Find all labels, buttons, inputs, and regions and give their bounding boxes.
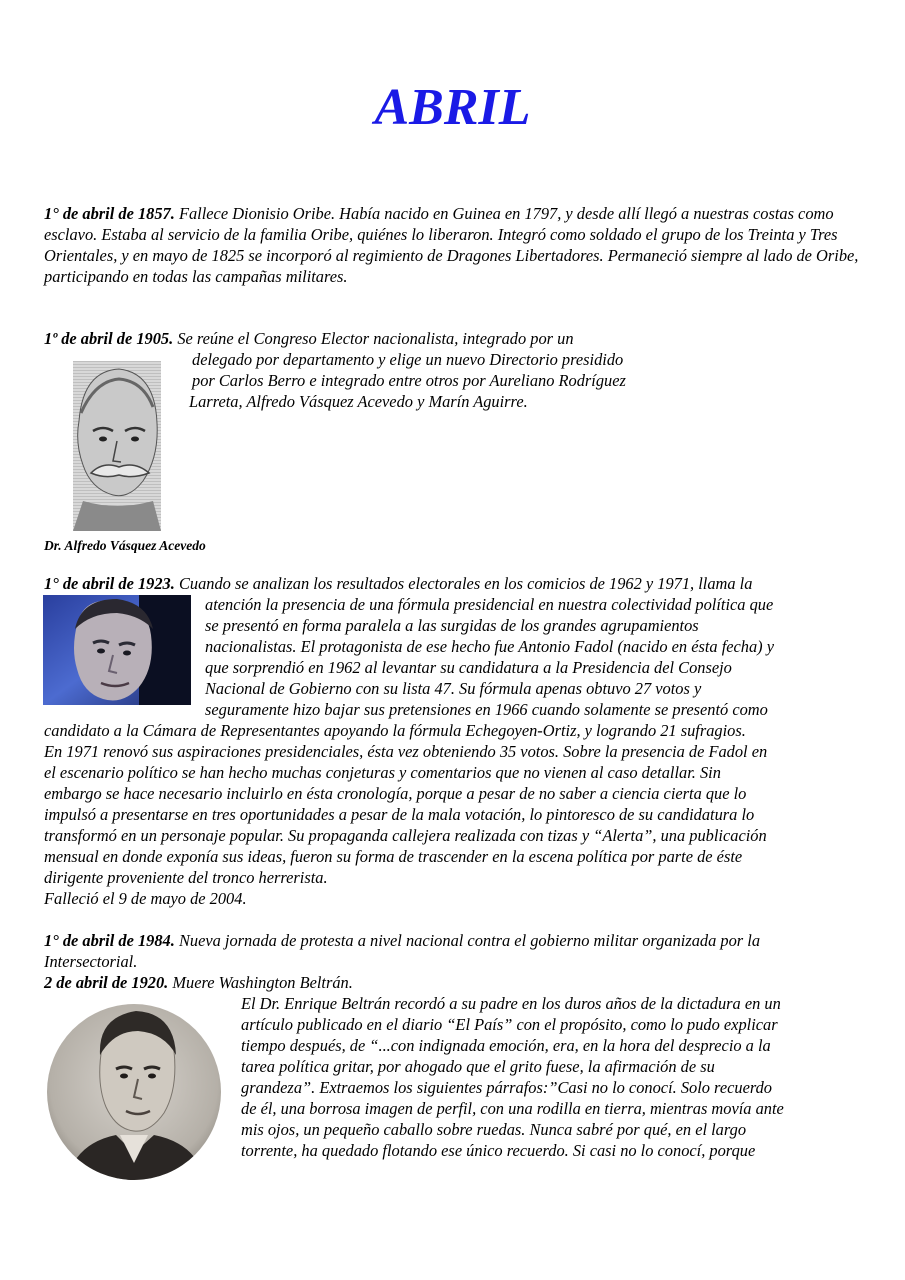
entry-1920-line-8: torrente, ha quedado flotando ese único recuerdo. Si casi no lo conocí, porque (241, 1141, 756, 1160)
entry-1923-line-6: seguramente hizo bajar sus pretensiones en 1966 cuando solamente se presentó como (205, 700, 768, 719)
entry-1923-line-8: En 1971 renovó sus aspiraciones presidenciales, ésta vez obteniendo 35 votos. Sobre la presencia de Fadol en (44, 742, 768, 761)
entry-1923-line-4: que sorprendió en 1962 al levantar su candidatura a la Presidencia del Consejo (205, 658, 732, 677)
beltran-portrait (46, 1003, 222, 1181)
entry-1923-line-15: Falleció el 9 de mayo de 2004. (44, 889, 247, 908)
fadol-portrait (43, 595, 191, 705)
entry-1923-line-1: atención la presencia de una fórmula presidencial en nuestra colectividad política que (205, 595, 774, 614)
entry-date: 1º de abril de 1905. (44, 329, 174, 348)
entry-1920-line-0: 2 de abril de 1920. Muere Washington Beltrán. (44, 973, 353, 992)
entry-1923-line-14: dirigente proveniente del tronco herrerista. (44, 868, 328, 887)
entry-1923-line-2: se presentó en forma paralela a las surgidas de los grandes agrupamientos (205, 616, 699, 635)
entry-1923-line-3: nacionalistas. El protagonista de ese hecho fue Antonio Fadol (nacido en ésta fecha) y (205, 637, 775, 656)
entry-date: 1° de abril de 1923. (44, 574, 175, 593)
entry-1923-line-10: embargo se hace necesario incluirlo en ésta cronología, porque a pesar de no saber a ciencia cierta que lo (44, 784, 747, 803)
entry-date: 1° de abril de 1984. (44, 931, 175, 950)
entry-1923-line-12: transformó en un personaje popular. Su propaganda callejera realizada con tizas y “Alerta”, una publicación (44, 826, 767, 845)
entry-1920-line-4: tarea política gritar, por ahogado que el grito fuese, la afirmación de su (241, 1057, 715, 1076)
entry-1920-line-2: artículo publicado en el diario “El País” con el propósito, como lo pudo explicar (241, 1015, 778, 1034)
entry-1905-line-3: Larreta, Alfredo Vásquez Acevedo y Marín Aguirre. (189, 392, 528, 411)
entry-1920-line-6: de él, una borrosa imagen de perfil, con una rodilla en tierra, mientras movía ante (241, 1099, 784, 1118)
entry-1984-line-1: Intersectorial. (44, 952, 138, 971)
entry-1923-line-0: 1° de abril de 1923. Cuando se analizan los resultados electorales en los comicios de 1962 y 1971, llama la (44, 574, 753, 593)
photo-caption: Dr. Alfredo Vásquez Acevedo (44, 538, 206, 553)
page-title: ABRIL (374, 79, 531, 136)
vasquez-acevedo-portrait (73, 361, 161, 531)
entry-1905-line-2: por Carlos Berro e integrado entre otros por Aureliano Rodríguez (192, 371, 626, 390)
entry-1857 (44, 203, 859, 287)
entry-text: Fallece Dionisio Oribe. Había nacido en Guinea en 1797, y desde allí llegó a nuestras costas como esclavo. Estaba al servicio de la familia Oribe, quiénes lo liberaron. Integró como soldado el grupo de los Treinta y Tres Orientales, y en mayo de 1825 se incorporó al regimiento de Dragones Libertadores. Permaneció siempre al lado de Oribe, participando en todas las campañas militares. (44, 204, 859, 286)
entry-date: 2 de abril de 1920. (44, 973, 169, 992)
entry-1923-line-9: el escenario político se han hecho muchas conjeturas y comentarios que no vienen al caso detallar. Sin (44, 763, 721, 782)
entry-1923-line-7: candidato a la Cámara de Representantes apoyando la fórmula Echegoyen-Ortiz, y logrando 21 sufragios. (44, 721, 746, 740)
entry-1984-line-0: 1° de abril de 1984. Nueva jornada de protesta a nivel nacional contra el gobierno militar organizada por la (44, 931, 761, 950)
entry-1920-line-5: grandeza”. Extraemos los siguientes párrafos:”Casi no lo conocí. Solo recuerdo (241, 1078, 773, 1097)
entry-1923-line-5: Nacional de Gobierno con su lista 47. Su fórmula apenas obtuvo 27 votos y (205, 679, 702, 698)
entry-1920-line-7: mis ojos, un pequeño caballo sobre ruedas. Nunca sabré por qué, en el largo (241, 1120, 747, 1139)
entry-1920-line-3: tiempo después, de “...con indignada emoción, era, en la hora del desprecio a la (241, 1036, 771, 1055)
entry-1923-line-13: mensual en donde exponía sus ideas, fueron su forma de trascender en la escena política por parte de éste (44, 847, 743, 866)
entry-1905-line-1: delegado por departamento y elige un nuevo Directorio presidido (192, 350, 624, 369)
entry-1920-line-1: El Dr. Enrique Beltrán recordó a su padre en los duros años de la dictadura en un (241, 994, 781, 1013)
entry-1905-line-0: 1º de abril de 1905. Se reúne el Congreso Elector nacionalista, integrado por un (44, 329, 574, 348)
entry-1923-line-11: impulsó a presentarse en tres oportunidades a pesar de la mala votación, lo pintoresco de su candidatura lo (44, 805, 755, 824)
entry-date: 1° de abril de 1857. (44, 204, 175, 223)
